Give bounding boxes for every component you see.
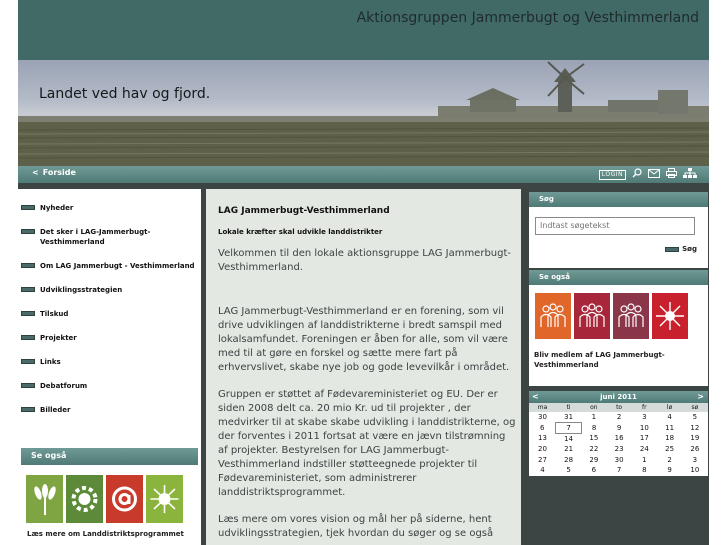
gear-icon bbox=[66, 475, 103, 523]
calendar-weekday-row bbox=[529, 403, 708, 412]
weekday-label: on bbox=[590, 404, 598, 411]
right-sidebar bbox=[527, 189, 709, 545]
calendar-day[interactable]: 13 bbox=[538, 434, 547, 443]
calendar-month-label: juni 2011 bbox=[600, 393, 637, 401]
arrow-bullet-icon bbox=[21, 335, 35, 340]
weekday-label: ti bbox=[566, 404, 571, 411]
calendar-week-row bbox=[529, 454, 708, 465]
calendar-day[interactable]: 4 bbox=[667, 413, 672, 422]
calendar-day[interactable]: 3 bbox=[642, 413, 647, 422]
search-icon[interactable] bbox=[632, 168, 642, 182]
people-icon bbox=[535, 293, 571, 339]
calendar-day[interactable]: 7 bbox=[616, 466, 622, 475]
calendar-day[interactable]: 3 bbox=[692, 455, 698, 464]
weekday-label: sø bbox=[691, 404, 699, 411]
search-panel bbox=[529, 192, 708, 268]
arrow-bullet-icon bbox=[665, 247, 679, 252]
body-paragraph: Gruppen er støttet af Fødevareministeriet og EU. Der er siden 2008 delt ca. 20 mio Kr. ud til projekter , der medvirker til at skabe skabe udvikling i landdistrikterne, og der forventes i 2011 fortsat at være en jævn tilstrømning af projekter. Bestyrelsen for LAG Jammerbugt-Vesthimmerland indstiller støtteegnede projekter til Fødevareministeriet, som administrerer landdistriktsprogrammet. bbox=[218, 389, 516, 498]
sidebar-item-label: Links bbox=[40, 358, 61, 366]
calendar-day[interactable]: 9 bbox=[616, 423, 622, 432]
calendar-day[interactable]: 22 bbox=[589, 445, 599, 454]
calendar-day[interactable]: 1 bbox=[642, 455, 647, 464]
landdistrikt-logos[interactable] bbox=[26, 475, 184, 523]
main-content bbox=[206, 189, 521, 545]
calendar-day[interactable]: 10 bbox=[639, 423, 649, 432]
toolbar bbox=[599, 168, 697, 182]
navbar bbox=[18, 166, 709, 183]
calendar-day[interactable]: 17 bbox=[639, 434, 649, 443]
page-title: LAG Jammerbugt-Vesthimmerland bbox=[218, 206, 390, 216]
calendar-day[interactable]: 20 bbox=[538, 445, 547, 454]
arrow-bullet-icon bbox=[21, 311, 35, 316]
people-icon bbox=[613, 293, 649, 339]
search-button-label: Søg bbox=[682, 245, 697, 253]
sidebar bbox=[18, 189, 201, 545]
print-icon[interactable] bbox=[666, 168, 677, 182]
at-sign-icon bbox=[106, 475, 143, 523]
sidebar-item-udviklingsstrategien[interactable] bbox=[18, 285, 201, 295]
weekday-label: ma bbox=[537, 404, 548, 411]
sidebar-item-label: Billeder bbox=[40, 406, 71, 414]
calendar-day[interactable]: 6 bbox=[540, 423, 545, 432]
calendar-day[interactable]: 8 bbox=[642, 466, 647, 475]
calendar-day[interactable]: 24 bbox=[639, 445, 649, 454]
sidebar-item-label: Det sker i LAG-Jammerbugt-Vesthimmerland bbox=[40, 228, 151, 246]
landscape-picture bbox=[18, 60, 709, 166]
sun-icon bbox=[146, 475, 183, 523]
sidebar-item-debatforum[interactable] bbox=[18, 381, 201, 391]
calendar-day[interactable]: 2 bbox=[667, 455, 672, 464]
sun-icon bbox=[652, 293, 688, 339]
calendar-day[interactable]: 30 bbox=[538, 413, 547, 422]
see-also-body bbox=[529, 285, 708, 386]
intro-paragraph: Velkommen til den lokale aktionsgruppe LAG Jammerbugt-Vesthimmerland. bbox=[218, 248, 512, 273]
weekday-label: to bbox=[616, 404, 623, 411]
calendar-day[interactable]: 4 bbox=[540, 466, 545, 475]
calendar-grid bbox=[529, 403, 708, 476]
banner-image bbox=[18, 60, 709, 166]
calendar-week-row bbox=[529, 433, 708, 444]
calendar-day[interactable]: 26 bbox=[690, 445, 700, 454]
calendar-day[interactable]: 23 bbox=[614, 445, 624, 454]
arrow-bullet-icon bbox=[21, 263, 35, 268]
calendar-day[interactable]: 27 bbox=[538, 455, 547, 464]
calendar-day[interactable]: 11 bbox=[665, 423, 675, 432]
weekday-label: fr bbox=[642, 404, 647, 411]
search-input[interactable] bbox=[535, 217, 695, 235]
sidebar-item-label: Tilskud bbox=[40, 310, 69, 318]
calendar-prev-button[interactable]: < bbox=[532, 392, 539, 401]
arrow-bullet-icon bbox=[21, 359, 35, 364]
home-link[interactable] bbox=[32, 168, 76, 177]
calendar-day[interactable]: 9 bbox=[667, 466, 672, 475]
sidebar-item-nyheder[interactable] bbox=[18, 203, 201, 213]
lead-text[interactable]: Læs mere om Landdistriktsprogrammet bbox=[27, 530, 184, 538]
sidebar-item-label: Om LAG Jammerbugt - Vesthimmerland bbox=[40, 262, 195, 270]
sidebar-item-label: Debatforum bbox=[40, 382, 88, 390]
calendar-day[interactable]: 29 bbox=[589, 455, 599, 464]
search-button[interactable] bbox=[665, 245, 697, 253]
sidebar-item-om-lag[interactable] bbox=[18, 261, 201, 271]
arrow-bullet-icon bbox=[21, 205, 35, 210]
calendar-day[interactable]: 25 bbox=[665, 445, 675, 454]
sidebar-item-tilskud[interactable] bbox=[18, 309, 201, 319]
calendar-days bbox=[529, 412, 708, 476]
calendar-day[interactable]: 7 bbox=[556, 423, 581, 434]
sitemap-icon[interactable] bbox=[683, 168, 697, 182]
calendar-day[interactable]: 2 bbox=[616, 413, 622, 422]
arrow-bullet-icon bbox=[21, 407, 35, 412]
sidebar-item-billeder[interactable] bbox=[18, 405, 201, 415]
member-link[interactable]: Bliv medlem af LAG Jammerbugt-Vesthimmerland bbox=[534, 351, 665, 369]
calendar-day[interactable]: 30 bbox=[614, 455, 624, 464]
calendar-week-row bbox=[529, 444, 708, 455]
calendar-day[interactable]: 8 bbox=[591, 423, 597, 432]
calendar-day[interactable]: 31 bbox=[564, 413, 574, 422]
see-also-panel bbox=[529, 270, 708, 386]
arrow-bullet-icon bbox=[21, 383, 35, 388]
member-logos[interactable] bbox=[535, 293, 690, 339]
wheat-icon bbox=[26, 475, 63, 523]
calendar-day[interactable]: 21 bbox=[564, 445, 574, 454]
mail-icon[interactable] bbox=[648, 169, 660, 182]
people-icon bbox=[574, 293, 610, 339]
login-icon[interactable]: LOGIN bbox=[599, 170, 626, 180]
chevron-left-icon: < bbox=[32, 168, 39, 177]
calendar-header bbox=[529, 391, 708, 403]
search-body bbox=[529, 207, 708, 268]
sidebar-item-label: Udviklingsstrategien bbox=[40, 286, 123, 294]
sidebar-item-label: Nyheder bbox=[40, 204, 74, 212]
calendar-day[interactable]: 28 bbox=[564, 455, 574, 464]
calendar-day[interactable]: 18 bbox=[665, 434, 675, 443]
site-title: Aktionsgruppen Jammerbugt og Vesthimmerland bbox=[356, 10, 699, 26]
page-frame bbox=[18, 0, 709, 545]
calendar-day[interactable]: 14 bbox=[564, 434, 574, 443]
home-link-label: Forside bbox=[42, 168, 76, 177]
calendar-week-row bbox=[529, 465, 708, 476]
calendar-week-row bbox=[529, 423, 708, 434]
arrow-bullet-icon bbox=[21, 287, 35, 292]
calendar-day[interactable]: 5 bbox=[566, 466, 571, 475]
search-heading: Søg bbox=[529, 192, 708, 207]
calendar-week-row bbox=[529, 412, 708, 423]
calendar-day[interactable]: 10 bbox=[690, 466, 700, 475]
see-also-heading: Se også bbox=[529, 270, 708, 285]
calendar bbox=[529, 391, 708, 476]
calendar-day[interactable]: 5 bbox=[692, 413, 698, 422]
sidebar-item-label: Projekter bbox=[40, 334, 77, 342]
weekday-label: lø bbox=[666, 404, 673, 411]
calendar-day[interactable]: 12 bbox=[690, 423, 700, 432]
calendar-day[interactable]: 16 bbox=[614, 434, 624, 443]
sidebar-item-links[interactable] bbox=[18, 357, 201, 367]
calendar-day[interactable]: 1 bbox=[591, 413, 597, 422]
calendar-day[interactable]: 15 bbox=[589, 434, 599, 443]
calendar-next-button[interactable]: > bbox=[697, 392, 704, 401]
calendar-day[interactable]: 19 bbox=[690, 434, 700, 443]
sidebar-nav bbox=[18, 189, 201, 415]
header-bar bbox=[18, 0, 709, 60]
body-paragraph: LAG Jammerbugt-Vesthimmerland er en forening, som vil drive udviklingen af landdistrikterne i bredt samspil med lokalsamfundet. Foreningen er åben for alle, som vil være med til at gøre en forskel og sætte mere fart på erhvervslivet, skabe nye job og gode levevilkår i området. bbox=[218, 306, 510, 373]
calendar-day[interactable]: 6 bbox=[591, 466, 597, 475]
page-subtitle: Lokale kræfter skal udvikle landdistrikter bbox=[218, 228, 383, 236]
sidebar-item-projekter[interactable] bbox=[18, 333, 201, 343]
sidebar-item-det-sker[interactable] bbox=[18, 227, 201, 247]
body-paragraph: Læs mere om vores vision og mål her på siderne, hent udviklingsstrategien, tjek hvordan du søger og se også bbox=[218, 514, 494, 539]
tagline: Landet ved hav og fjord. bbox=[39, 86, 211, 102]
arrow-bullet-icon bbox=[21, 229, 35, 234]
see-also-heading: Se også bbox=[21, 448, 198, 465]
